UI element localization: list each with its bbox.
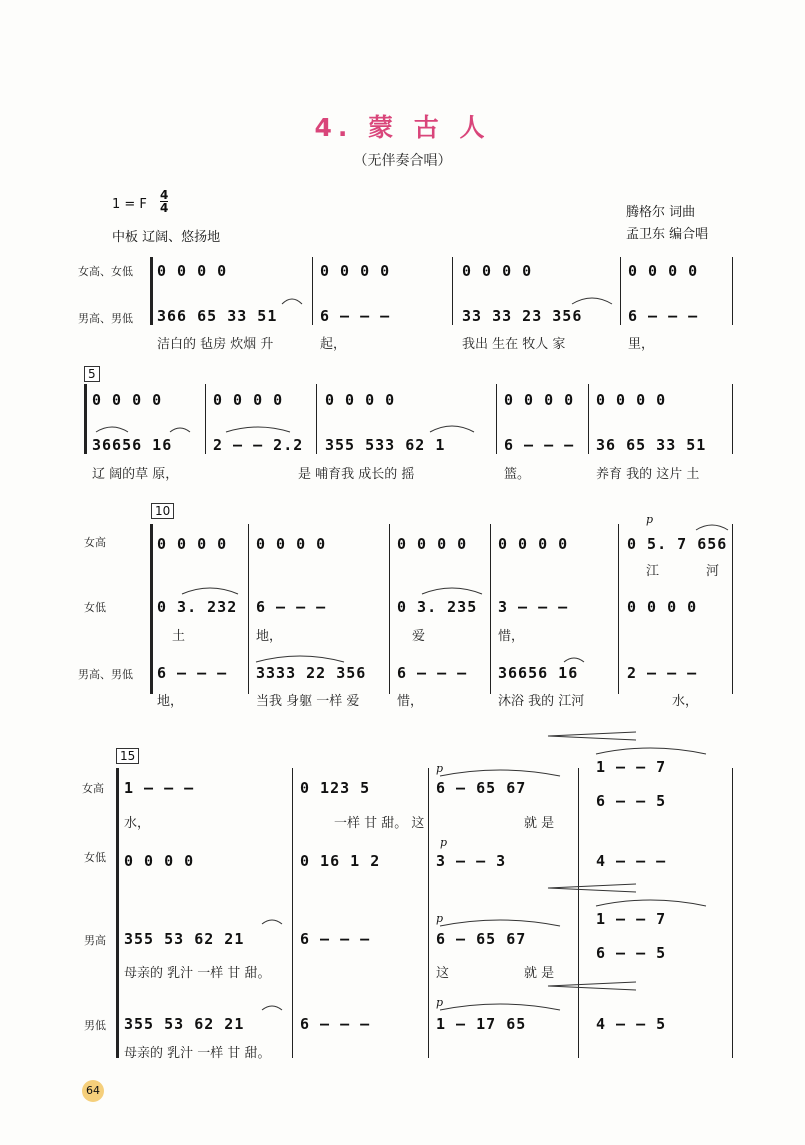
part-label-alto: 女低 [84,601,106,614]
slur [96,427,128,432]
s3-r1-measure-1: 0 0 0 0 [157,535,228,553]
slur [262,920,282,924]
slur [596,900,706,906]
s2-bottom-measure-3: 355 533 62 1 [325,436,446,454]
dynamic-marking-alto: p [440,836,448,849]
s3-r3-lyric-5: 水， [672,694,699,709]
slur [572,298,612,304]
s3-r2-lyric-2: 地， [256,629,283,644]
s3-r3-measure-5: 2 – – – [627,664,698,682]
s2-top-measure-3: 0 0 0 0 [325,391,396,409]
tempo-marking: 中板 辽阔、悠扬地 [112,230,221,245]
s4-r2-measure-2: 0 16 1 2 [300,852,381,870]
measure-number: 10 [151,503,174,519]
s1-top-measure-2: 0 0 0 0 [320,262,391,280]
slur [182,588,238,594]
s4-r1-divisi: 6 – – 5 [596,792,667,810]
s4-r1-lyric-2: 一样 甘 甜。 这 [334,816,425,831]
s2-bottom-measure-4: 6 – – – [504,436,575,454]
s1-top-measure-1: 0 0 0 0 [157,262,228,280]
s1-bottom-measure-2: 6 – – – [320,307,391,325]
s4-r1-measure-3: 6 – 65 67 [436,779,527,797]
dynamic-marking-tenor: p [436,912,444,925]
s2-lyric-2: 是 哺育我 成长的 摇 [298,467,415,482]
s2-lyric-4: 养育 我的 这片 土 [596,467,700,482]
s2-bottom-measure-1: 36656 16 [92,436,173,454]
s3-r3-lyric-3: 惜， [397,694,424,709]
s3-r2-measure-3: 0 3. 235 [397,598,478,616]
s4-r4-measure-4: 4 – – 5 [596,1015,667,1033]
crescendo-hairpin [548,732,636,740]
slur [440,920,560,926]
s1-top-measure-3: 0 0 0 0 [462,262,533,280]
s2-lyric-1: 辽 阔的草 原， [92,467,179,482]
slur [430,426,474,432]
dynamic-marking: p [646,513,654,526]
song-subtitle: （无伴奏合唱） [353,153,452,169]
slur [422,588,482,594]
s4-r1-measure-4: 1 – – 7 [596,758,667,776]
s4-r4-lyric-1: 母亲的 乳汁 一样 甘 甜。 [124,1046,271,1061]
part-label-bass: 男低 [84,1019,106,1032]
s3-r1-measure-4: 0 0 0 0 [498,535,569,553]
s4-r3-lyric-3: 就 是 [524,966,555,981]
s4-r3-measure-3: 6 – 65 67 [436,930,527,948]
s3-r2-measure-1: 0 3. 232 [157,598,238,616]
s1-lyric-1: 洁白的 毡房 炊烟 升 [157,337,274,352]
s1-bottom-measure-4: 6 – – – [628,307,699,325]
slur [226,427,290,432]
s4-r3-measure-4: 1 – – 7 [596,910,667,928]
s4-r2-measure-4: 4 – – – [596,852,667,870]
s2-top-measure-4: 0 0 0 0 [504,391,575,409]
s3-r2-lyric-4: 惜， [498,629,525,644]
s2-lyric-3: 篮。 [504,467,531,482]
s4-r4-measure-2: 6 – – – [300,1015,371,1033]
s3-r2-measure-5: 0 0 0 0 [627,598,698,616]
dynamic-marking: p [436,762,444,775]
time-signature-bottom: 4 [160,201,169,215]
part-label-soprano: 女高 [82,782,104,795]
s1-lyric-3: 我出 生在 牧人 家 [462,337,566,352]
slur [262,1006,282,1010]
s3-r3-measure-2: 3333 22 356 [256,664,367,682]
composer-credit: 腾格尔 词曲 [626,205,696,220]
s4-r3-measure-1: 355 53 62 21 [124,930,245,948]
s3-r3-measure-3: 6 – – – [397,664,468,682]
s1-bottom-measure-3: 33 33 23 356 [462,307,583,325]
key-signature: 1 = F [112,197,147,212]
s4-r2-measure-3: 3 – – 3 [436,852,507,870]
s3-r1-measure-3: 0 0 0 0 [397,535,468,553]
slur [282,299,302,304]
s2-bottom-measure-5: 36 65 33 51 [596,436,707,454]
s3-r3-lyric-4: 沐浴 我的 江河 [498,694,585,709]
crescendo-hairpin [548,884,636,892]
s3-r1-lyric-2: 河 [706,564,720,579]
s4-r4-measure-1: 355 53 62 21 [124,1015,245,1033]
s1-bottom-measure-1: 366 65 33 51 [157,307,278,325]
slur [696,525,728,530]
part-label-soprano: 女高 [84,536,106,549]
crescendo-hairpin [548,982,636,990]
s3-r1-measure-2: 0 0 0 0 [256,535,327,553]
s2-top-measure-2: 0 0 0 0 [213,391,284,409]
s3-r2-lyric-1: 土 [172,629,186,644]
part-label-men: 男高、男低 [78,312,133,325]
s4-r3-lyric-2: 这 [436,966,450,981]
s3-r3-measure-1: 6 – – – [157,664,228,682]
s1-lyric-2: 起， [320,337,347,352]
slur [256,656,344,662]
measure-number: 15 [116,748,139,764]
s4-r1-lyric-1: 水， [124,816,151,831]
song-title: 4. 蒙 古 人 [314,113,491,142]
s1-top-measure-4: 0 0 0 0 [628,262,699,280]
s2-top-measure-5: 0 0 0 0 [596,391,667,409]
part-label-alto: 女低 [84,851,106,864]
slur [564,658,584,662]
s3-r2-measure-2: 6 – – – [256,598,327,616]
s4-r3-lyric-1: 母亲的 乳汁 一样 甘 甜。 [124,966,271,981]
slur [170,428,190,432]
s3-r2-measure-4: 3 – – – [498,598,569,616]
s2-top-measure-1: 0 0 0 0 [92,391,163,409]
s4-r3-measure-2: 6 – – – [300,930,371,948]
slur [596,748,706,754]
part-label-women: 女高、女低 [78,265,133,278]
part-label-men: 男高、男低 [78,668,133,681]
s4-r1-lyric-3: 就 是 [524,816,555,831]
part-label-tenor: 男高 [84,934,106,947]
s2-bottom-measure-2: 2 – – 2.2 [213,436,304,454]
s4-r1-measure-1: 1 – – – [124,779,195,797]
s3-r2-lyric-3: 爱 [412,629,426,644]
s3-r1-measure-5: 0 5. 7 656 [627,535,728,553]
s4-r2-measure-1: 0 0 0 0 [124,852,195,870]
time-signature-top: 4 [160,188,169,202]
s3-r1-lyric-1: 江 [646,564,660,579]
page-number: 64 [82,1080,104,1102]
s3-r3-lyric-2: 当我 身躯 一样 爱 [256,694,360,709]
s4-r3-divisi: 6 – – 5 [596,944,667,962]
slur [440,1004,560,1010]
s3-r3-lyric-1: 地， [157,694,184,709]
measure-number: 5 [84,366,100,382]
arranger-credit: 孟卫东 编合唱 [626,227,709,242]
s3-r3-measure-4: 36656 16 [498,664,579,682]
slur [440,770,560,776]
dynamic-marking-bass: p [436,996,444,1009]
s4-r4-measure-3: 1 – 17 65 [436,1015,527,1033]
s4-r1-measure-2: 0 123 5 [300,779,371,797]
s1-lyric-4: 里， [628,337,655,352]
